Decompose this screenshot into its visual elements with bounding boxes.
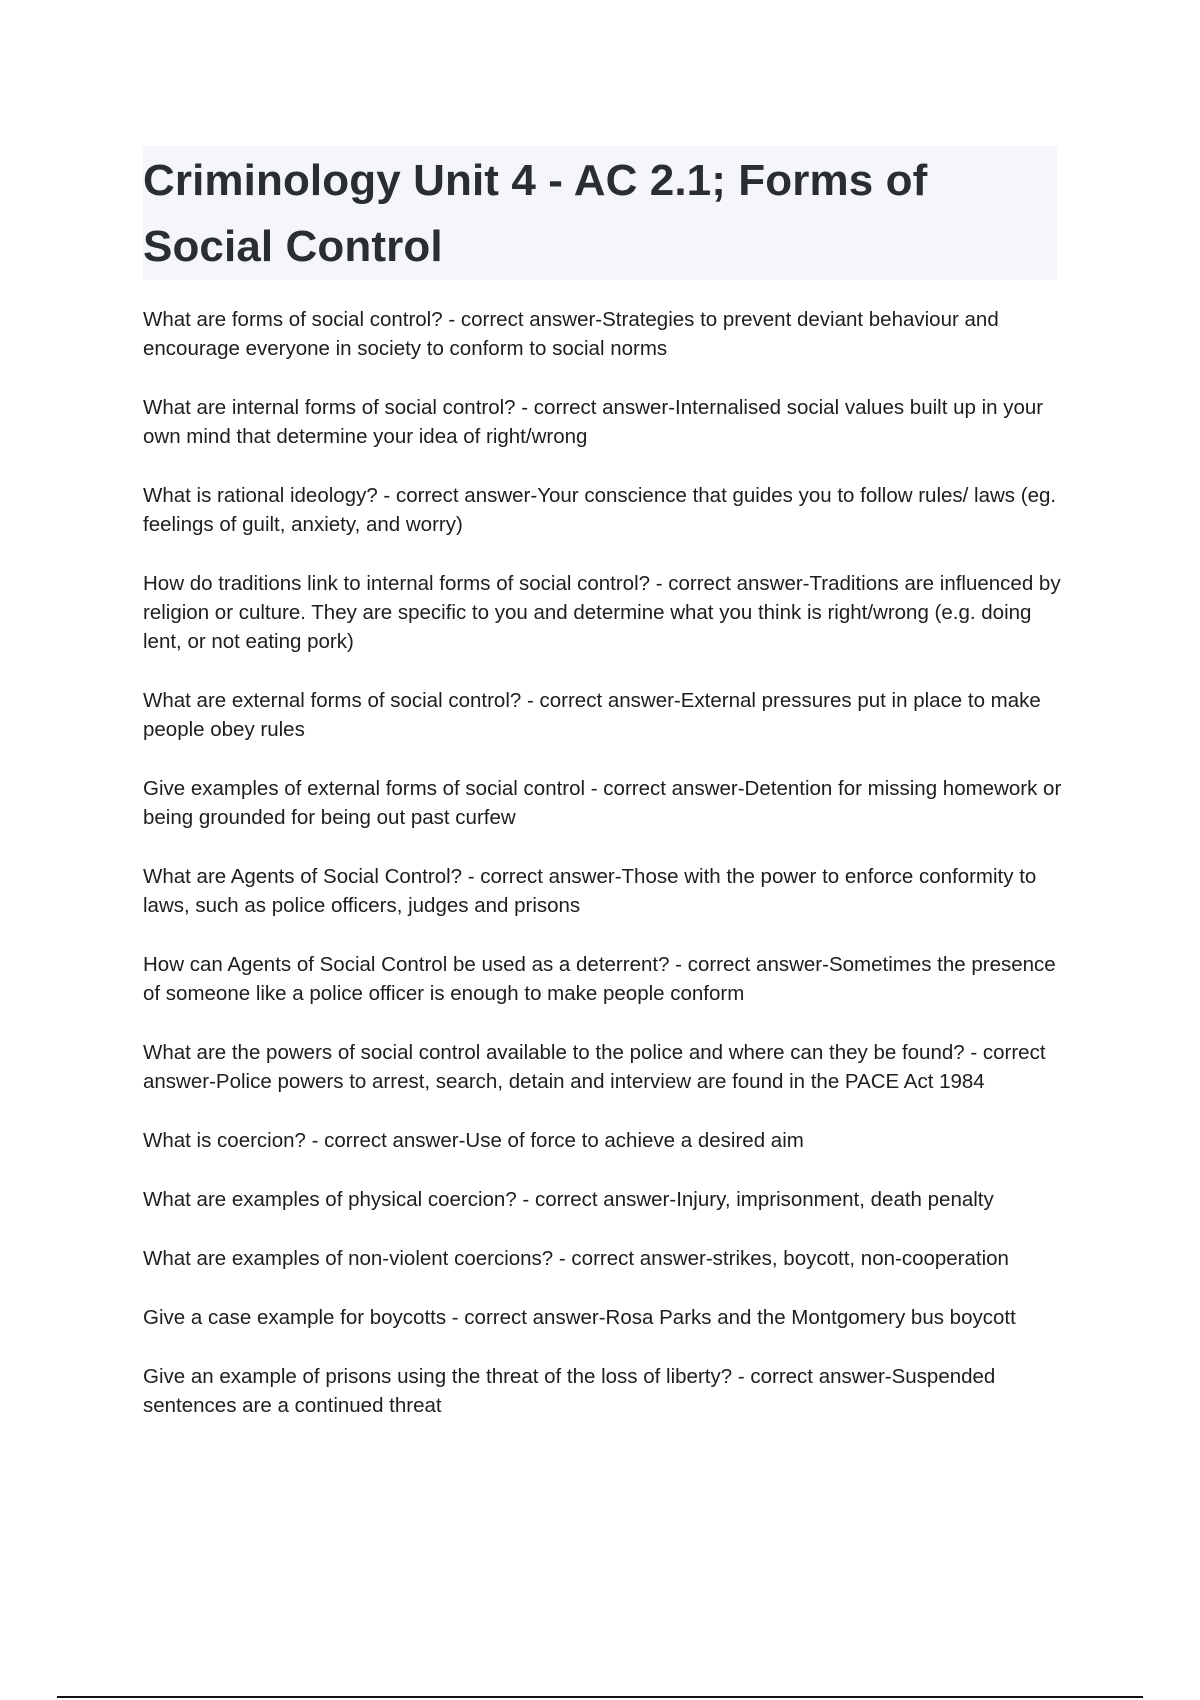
qa-list — [143, 305, 1063, 1450]
qa-item: How can Agents of Social Control be used as a deterrent? - correct answer-Sometimes the presence of someone like a police officer is enough to make people conform — [143, 953, 1056, 1005]
qa-item: What are examples of physical coercion? - correct answer-Injury, imprisonment, death penalty — [143, 1188, 994, 1211]
qa-item: What are internal forms of social control? - correct answer-Internalised social values built up in your own mind that determine your idea of right/wrong — [143, 396, 1044, 448]
qa-item: Give a case example for boycotts - correct answer-Rosa Parks and the Montgomery bus boycott — [143, 1306, 1016, 1329]
qa-item: What are the powers of social control available to the police and where can they be found? - correct answer-Police powers to arrest, search, detain and interview are found in the PACE Act 1984 — [143, 1041, 1046, 1093]
qa-item: How do traditions link to internal forms of social control? - correct answer-Traditions are influenced by religion or culture. They are specific to you and determine what you think is right/wrong (e.g. doing lent, or not eating pork) — [143, 572, 1061, 653]
qa-item: What is coercion? - correct answer-Use of force to achieve a desired aim — [143, 1129, 804, 1152]
qa-item: What are forms of social control? - correct answer-Strategies to prevent deviant behaviour and encourage everyone in society to conform to social norms — [143, 308, 999, 360]
footer-divider — [57, 1696, 1143, 1698]
title-block — [143, 146, 1057, 280]
qa-item: What is rational ideology? - correct answer-Your conscience that guides you to follow rules/ laws (eg. feelings of guilt, anxiety, and worry) — [143, 484, 1057, 536]
qa-item: Give an example of prisons using the threat of the loss of liberty? - correct answer-Suspended sentences are a continued threat — [143, 1365, 996, 1417]
qa-item: What are Agents of Social Control? - correct answer-Those with the power to enforce conformity to laws, such as police officers, judges and prisons — [143, 865, 1037, 917]
qa-item: Give examples of external forms of social control - correct answer-Detention for missing homework or being grounded for being out past curfew — [143, 777, 1062, 829]
qa-item: What are examples of non-violent coercions? - correct answer-strikes, boycott, non-cooperation — [143, 1247, 1009, 1270]
page-title: Criminology Unit 4 - AC 2.1; Forms of Social Control — [143, 156, 928, 271]
qa-item: What are external forms of social control? - correct answer-External pressures put in place to make people obey rules — [143, 689, 1041, 741]
